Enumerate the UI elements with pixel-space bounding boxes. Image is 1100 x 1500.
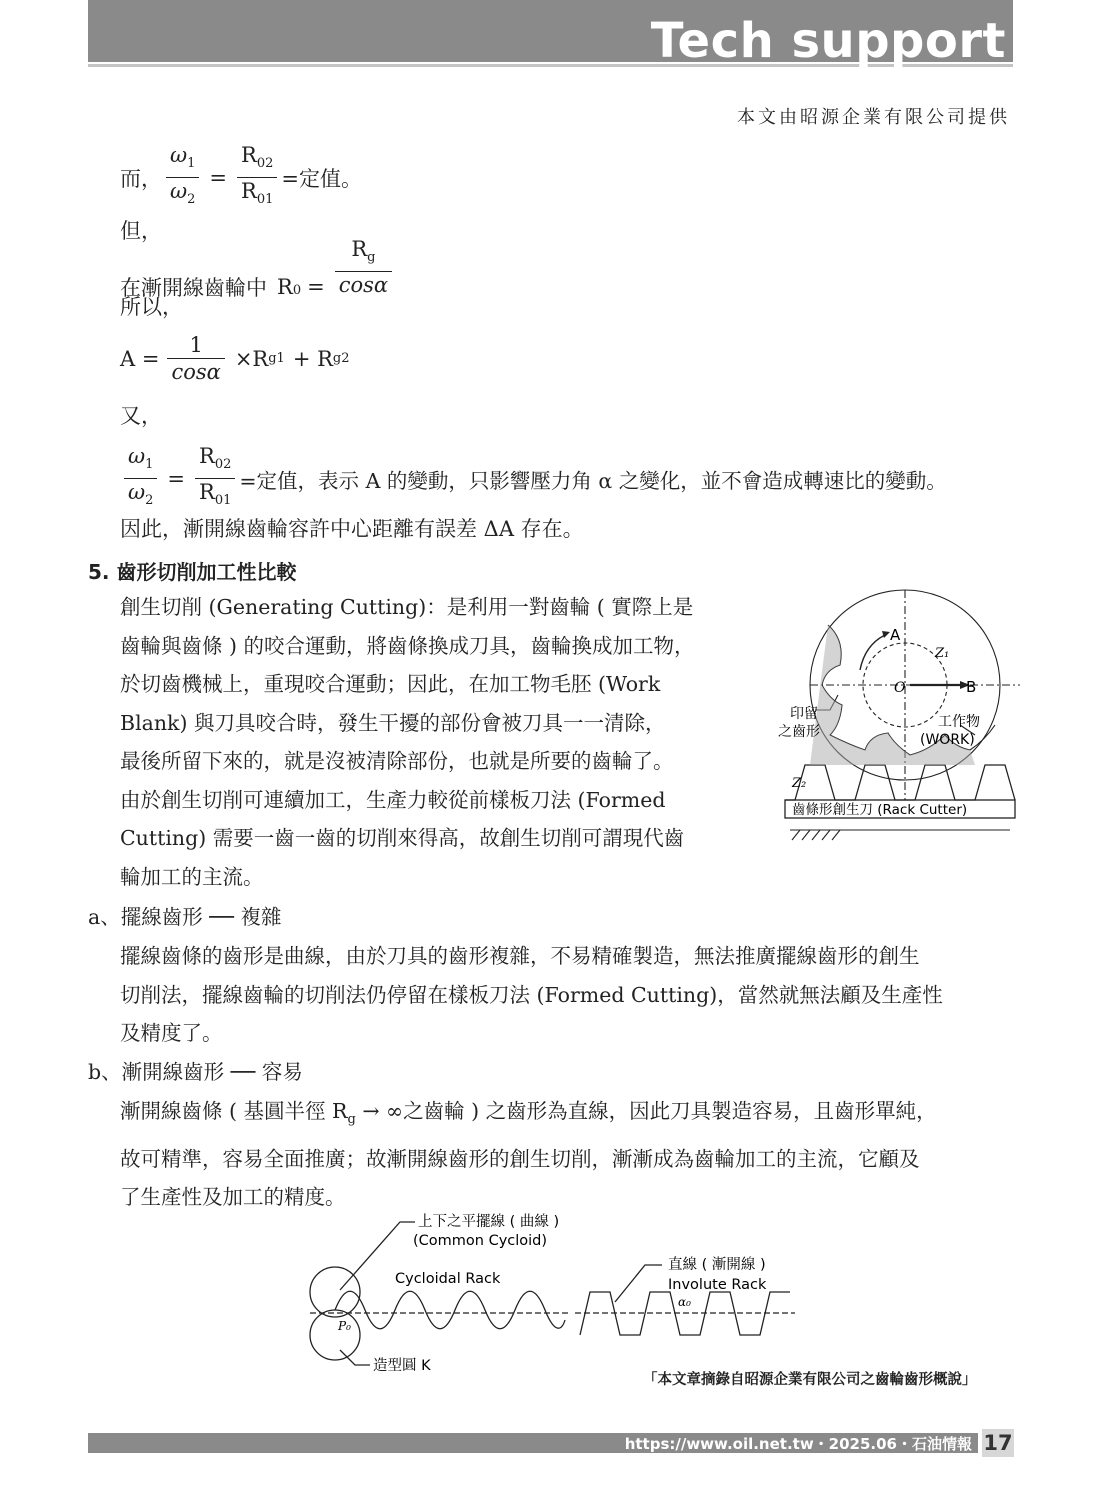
- figure-label-work-1: 工作物: [938, 714, 980, 730]
- rack-comparison-figure: [300, 1210, 800, 1380]
- text-but: 但，: [120, 219, 162, 243]
- equals-sign: =: [209, 165, 228, 190]
- page-section-title: Tech support: [650, 13, 1006, 69]
- section5-paragraph: 創生切削 (Generating Cutting)：是利用一對齒輪 ( 實際上是 齒輪與齒條 ) 的咬合運動，將齒條換成刀具，齒輪換成加工物， 於切齒機械上，重現咬合運動；因此，在加工物毛胚 (Work Blank) 與刀具咬合時，發生干擾的部份會被刀具一一清除， 最後所留下來的，就是沒被清除部份，也就是所要的齒輪了。 由於創生切削可連續加工，生產力較從前樣板刀法 (Formed Cutting) 需要一齒一齒的切削來得高，故創生切削可謂現代齒 輪加工的主流。: [120, 595, 695, 889]
- fraction-omega: $\frac{\omega_1}{\omega_2}$: [166, 142, 199, 213]
- equation-prefix: 而，: [120, 166, 162, 191]
- figure-label-alpha0: α₀: [678, 1295, 691, 1309]
- fraction-radius: $\frac{R_{02}}{R_{01}}$: [237, 142, 277, 213]
- gear-rack-figure: [770, 585, 1025, 845]
- equation-ratio-2: $\frac{\omega_1}{\omega_2}$ = $\frac{R_{02}}{R_{01}}$ =定值，表示 A 的變動，只影響壓力角 α 之變化，並不會造成轉速比的變動。: [120, 443, 947, 514]
- figure-label-work-2: (WORK): [920, 732, 975, 748]
- item-b-title: b、漸開線齒形 ── 容易: [88, 1060, 303, 1084]
- figure-label-cycloidal-rack: Cycloidal Rack: [395, 1271, 501, 1287]
- equation-ratio-1: [120, 142, 362, 213]
- item-b-paragraph: 漸開線齒條 ( 基圓半徑 $R_g$ → ∞之齒輪 ) 之齒形為直線，因此刀具製造容易，且齒形單純， 故可精準，容易全面推廣；故漸開線齒形的創生切削，漸漸成為齒輪加工的主流，它顧及 了生產性及加工的精度。: [120, 1099, 937, 1210]
- figure-label-imprint-1: 印留: [790, 706, 818, 722]
- section-heading: 5. 齒形切削加工性比較: [88, 560, 297, 584]
- figure-label-p0: P₀: [338, 1319, 351, 1333]
- article-credit: 本文由昭源企業有限公司提供: [737, 107, 1010, 128]
- figure-label-b: B: [966, 678, 977, 696]
- page-number: 17: [983, 1431, 1013, 1455]
- figure-label-cycloid-2: (Common Cycloid): [413, 1233, 548, 1249]
- figure-label-circle-k: 造型圓 K: [373, 1358, 431, 1374]
- fraction-rg-cos: $\frac{R_g}{\cos\alpha}$: [335, 236, 392, 298]
- text-conclusion: 因此，漸開線齒輪容許中心距離有誤差 ΔA 存在。: [120, 517, 584, 541]
- text-also: 又，: [120, 404, 162, 428]
- figure-label-z1: Z₁: [935, 646, 950, 661]
- figure-label-imprint-2: 之齒形: [778, 724, 820, 740]
- equation-a: A = $\frac{1}{\cos\alpha}$ ×R g1 + R g2: [120, 333, 350, 384]
- figure-label-a: A: [890, 626, 901, 644]
- figure-label-o: O: [894, 680, 906, 696]
- figure-label-involute-rack: Involute Rack: [668, 1277, 767, 1293]
- item-a-paragraph: 擺線齒條的齒形是曲線，由於刀具的齒形複雜，不易精確製造，無法推廣擺線齒形的創生 切削法，擺線齒輪的切削法仍停留在樣板刀法 (Formed Cutting)，當然就無法顧及生產性 及精度了。: [120, 944, 943, 1045]
- footer-url-date: https://www.oil.net.tw・2025.06・石油情報: [624, 1435, 972, 1453]
- fraction-omega-2: $\frac{\omega_1}{\omega_2}$: [124, 443, 157, 514]
- item-a-title: a、擺線齒形 ── 複雜: [88, 905, 282, 929]
- figure-label-rack-cutter: 齒條形創生刀 (Rack Cutter): [792, 802, 968, 818]
- text-therefore: 所以，: [120, 295, 183, 319]
- figure-label-z2: Z₂: [792, 776, 807, 791]
- fraction-1-cos: $\frac{1}{\cos\alpha}$: [167, 332, 224, 385]
- figure-label-straight: 直線 ( 漸開線 ): [668, 1257, 766, 1273]
- equation-suffix: =定值。: [281, 166, 362, 191]
- equation-r0: 在漸開線齒輪中 R 0 = $\frac{R_g}{\cos\alpha}$: [120, 232, 396, 302]
- figure-source-note: 「本文章摘錄自昭源企業有限公司之齒輪齒形概說」: [643, 1372, 977, 1388]
- fraction-radius-2: $\frac{R_{02}}{R_{01}}$: [195, 443, 235, 514]
- figure-label-cycloid-1: 上下之平擺線 ( 曲線 ): [418, 1214, 560, 1230]
